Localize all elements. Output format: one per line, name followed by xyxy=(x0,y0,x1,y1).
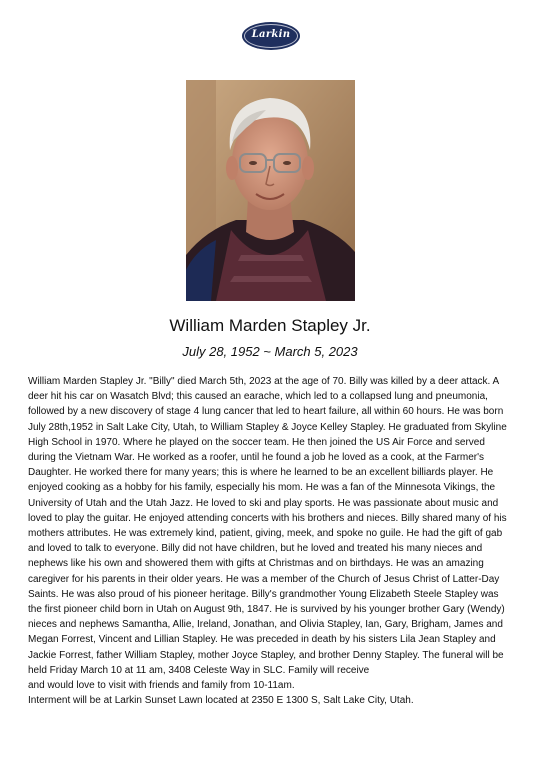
obituary-paragraph: Interment will be at Larkin Sunset Lawn located at 2350 E 1300 S, Salt Lake City, Utah. xyxy=(28,695,414,707)
larkin-logo xyxy=(244,24,298,48)
obituary-paragraph: William Marden Stapley Jr. "Billy" died March 5th, 2023 at the age of 70. Billy was killed by a deer attack. A deer hit his car on Wasatch Blvd; this caused an earache, which led to a collapsed lung and pneumonia, followed by a new discovery of stage 4 lung cancer that led to heart failure, all within 60 hours. He was born July 28th,1952 in Salt Lake City, Utah, to William Stapley & Joyce Kelley Stapley. He graduated from Skyline High School in 1970. Where he played on the soccer team. He then joined the US Air Force and served during the Vietnam War. He worked as a roofer, until he found a job he loved as a cook, at the Farmer's Daughter. He worked there for many years; this is where he learned to be an excellent billiards player. He enjoyed cooking as a hobby for his family, especially his mom. He was a fan of the Minnesota Vikings, the University of Utah and the Utah Jazz. He loved to ski and play sports. He was passionate about music and loved to play the guitar. He enjoyed attending concerts with his brothers and nieces. Billy shared many of his mothers attributes. He was extremely kind, patient, giving, meek, and spoke no guile. He had the gift of gab and loved to talk to everyone. Billy did not have children, but he loved and treated his many nieces and nephews like his own and showered them with gifts at Christmas and on birthdays. He was an amazing caregiver for his parents in their older years. He was a member of the Church of Jesus Christ of Latter-Day Saints. He was also proud of his pioneer heritage. Billy's grandmother Young Elizabeth Steele Stapley was the first pioneer child born in Utah on August 9th, 1847. He is survived by his younger brother Gary (Wendy) nieces and nephews Samantha, Allie, Ireland, Jonathan, and Olivia Stapley, Ian, Gary, Brigham, James and Megan Forrest, Vincent and Lillian Stapley. He was preceded in death by his sisters Lila Jean Stapley and Jackie Forrest, father William Stapley, mother Joyce Stapley, and brother Denny Stapley. The funeral will be held Friday March 10 at 11 am, 3408 Celeste Way in SLC. Family will receive xyxy=(28,376,507,676)
decedent-name: William Marden Stapley Jr. xyxy=(169,316,371,335)
life-dates: July 28, 1952 ~ March 5, 2023 xyxy=(182,344,358,359)
portrait-illustration xyxy=(186,80,355,301)
obituary-paragraph: and would love to visit with friends and family from 10-11am. xyxy=(28,680,295,692)
obituary-text xyxy=(28,374,514,708)
logo-text: Larkin xyxy=(251,29,291,40)
portrait-photo xyxy=(186,80,355,301)
